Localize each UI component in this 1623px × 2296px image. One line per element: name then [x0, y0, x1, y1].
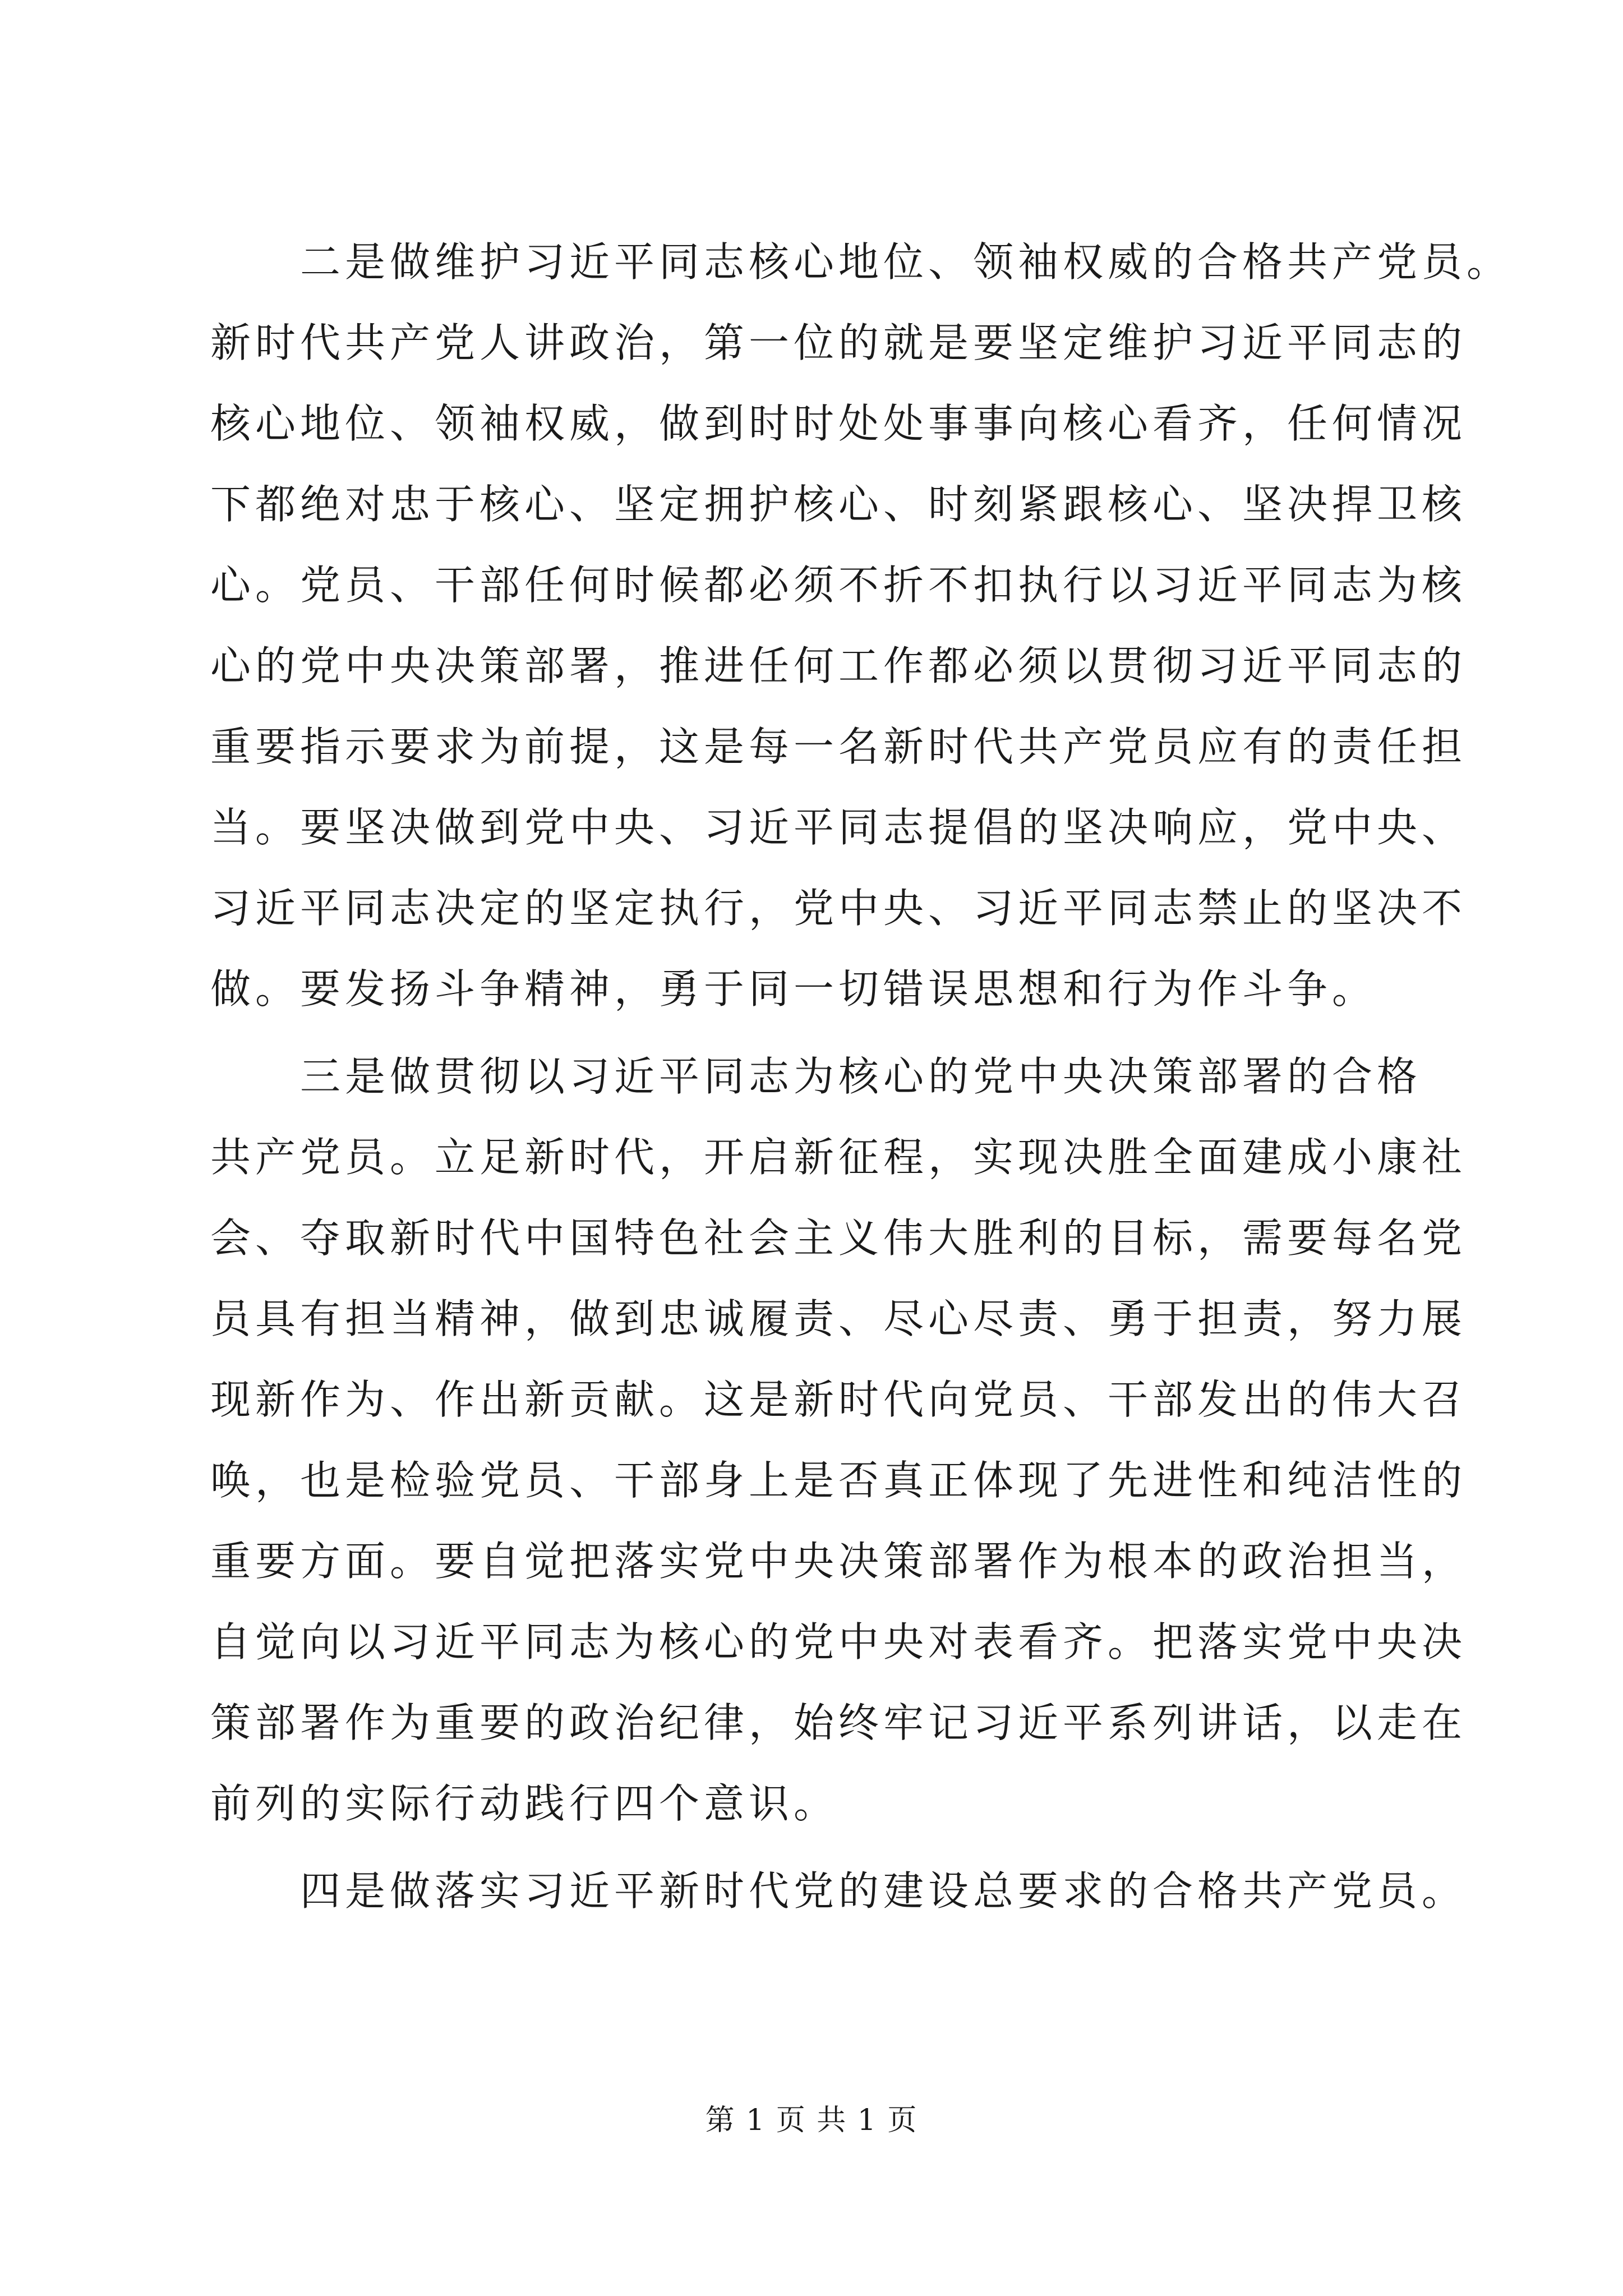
text-line: 策部署作为重要的政治纪律，始终牢记习近平系列讲话，以走在	[210, 1699, 1467, 1746]
document-body	[210, 222, 1512, 1931]
text-line: 会、夺取新时代中国特色社会主义伟大胜利的目标，需要每名党	[210, 1214, 1467, 1262]
text-line: 重要方面。要自觉把落实党中央决策部署作为根本的政治担当，	[210, 1538, 1467, 1585]
text-line: 二是做维护习近平同志核心地位、领袖权威的合格共产党员。	[210, 238, 1512, 286]
text-line: 现新作为、作出新贡献。这是新时代向党员、干部发出的伟大召	[210, 1376, 1467, 1423]
text-line: 四是做落实习近平新时代党的建设总要求的合格共产党员。	[210, 1867, 1467, 1915]
page-number-footer: 第 1 页 共 1 页	[705, 2104, 918, 2137]
text-line: 前列的实际行动践行四个意识。	[210, 1780, 839, 1827]
text-line: 做。要发扬斗争精神，勇于同一切错误思想和行为作斗争。	[210, 965, 1377, 1013]
text-line: 共产党员。立足新时代，开启新征程，实现决胜全面建成小康社	[210, 1134, 1467, 1181]
text-line: 员具有担当精神，做到忠诚履责、尽心尽责、勇于担责，努力展	[210, 1295, 1467, 1342]
text-line: 心。党员、干部任何时候都必须不折不扣执行以习近平同志为核	[210, 562, 1467, 609]
paragraph-gap	[210, 1844, 1422, 1851]
text-line: 三是做贯彻以习近平同志为核心的党中央决策部署的合格	[210, 1053, 1422, 1100]
text-line: 核心地位、领袖权威，做到时时处处事事向核心看齐，任何情况	[210, 400, 1467, 447]
text-line: 心的党中央决策部署，推进任何工作都必须以贯彻习近平同志的	[210, 642, 1467, 689]
text-line: 唤，也是检验党员、干部身上是否真正体现了先进性和纯洁性的	[210, 1457, 1467, 1504]
paragraph-gap	[210, 1029, 1422, 1036]
text-line: 下都绝对忠于核心、坚定拥护核心、时刻紧跟核心、坚决捍卫核	[210, 481, 1467, 528]
text-line: 新时代共产党人讲政治，第一位的就是要坚定维护习近平同志的	[210, 319, 1467, 366]
text-line: 当。要坚决做到党中央、习近平同志提倡的坚决响应，党中央、	[210, 804, 1467, 851]
text-line: 重要指示要求为前提，这是每一名新时代共产党员应有的责任担	[210, 723, 1467, 770]
text-line: 习近平同志决定的坚定执行，党中央、习近平同志禁止的坚决不	[210, 885, 1467, 932]
text-line: 自觉向以习近平同志为核心的党中央对表看齐。把落实党中央决	[210, 1618, 1467, 1665]
